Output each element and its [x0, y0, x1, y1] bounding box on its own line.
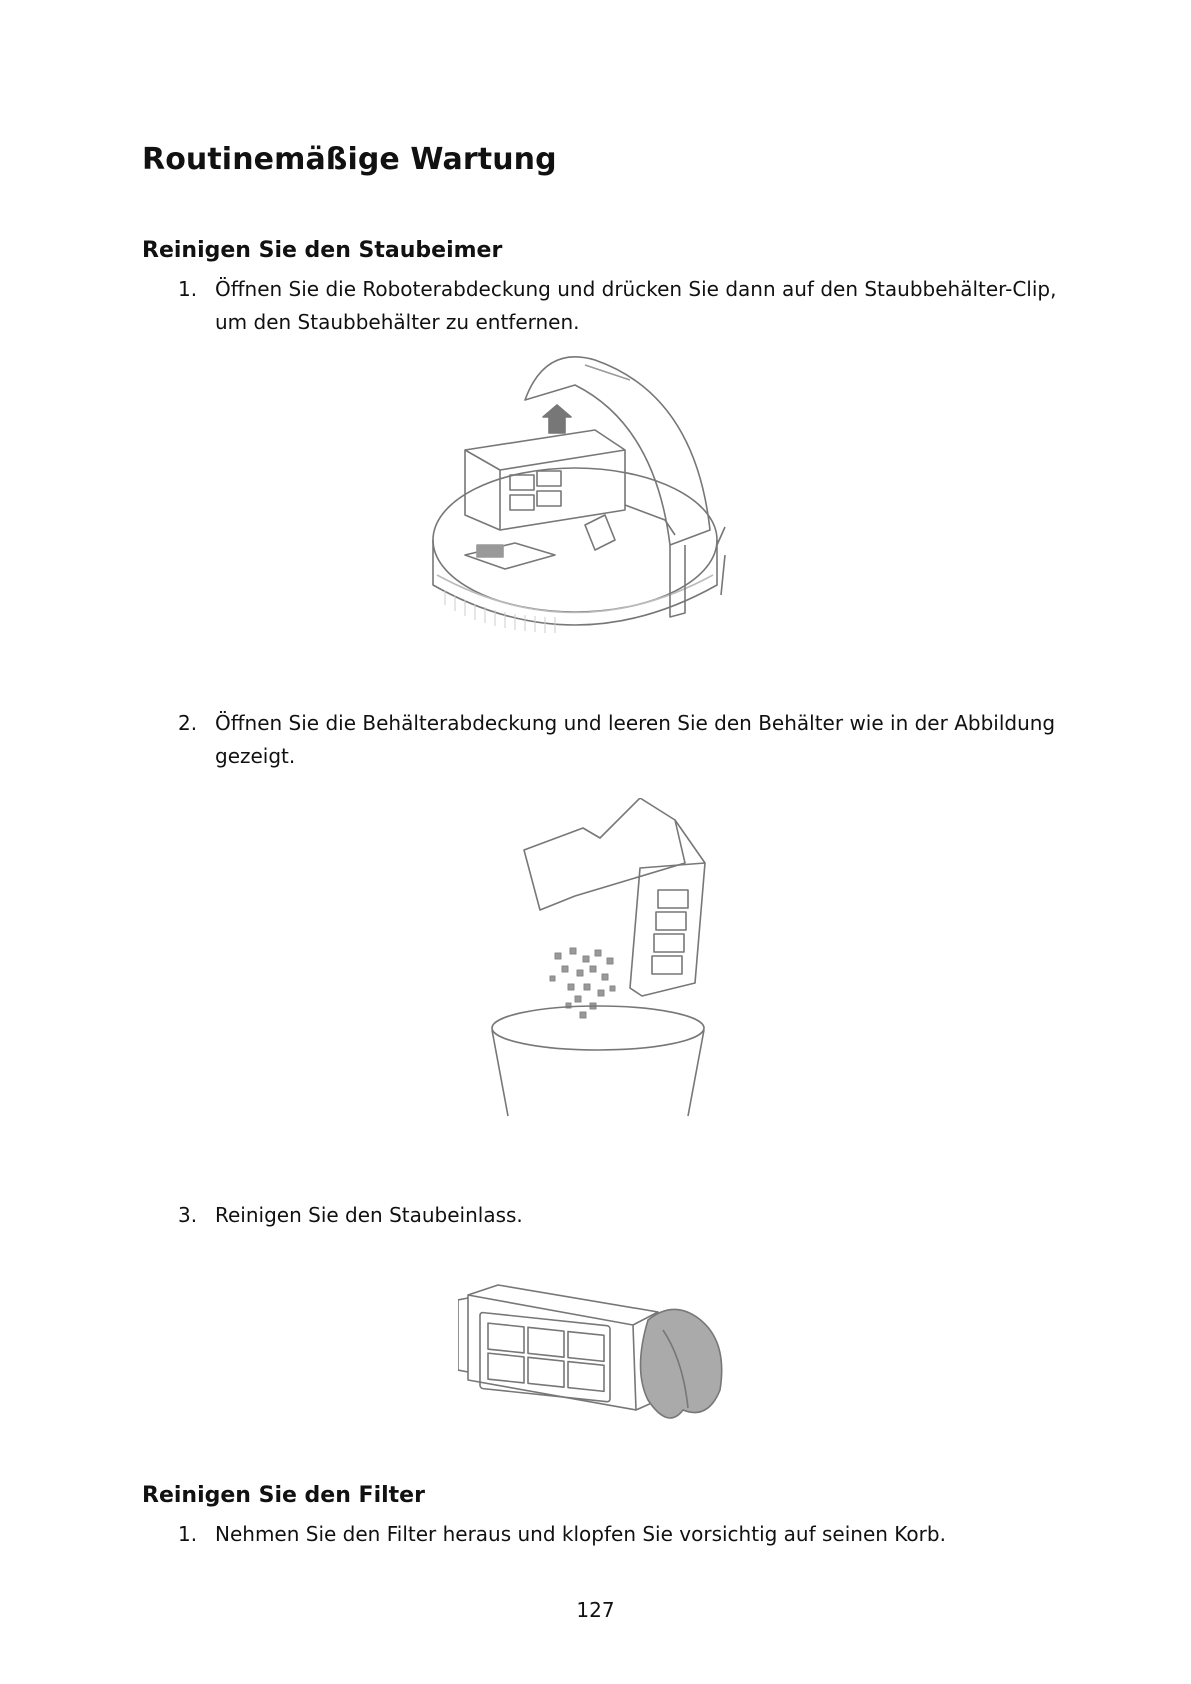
page-number: 127 — [576, 1598, 615, 1622]
list-item-number: 3. — [178, 1203, 198, 1227]
list-item-text: Reinigen Sie den Staubeinlass. — [215, 1203, 523, 1227]
list-item-number: 1. — [178, 1522, 198, 1546]
list-item-text: Nehmen Sie den Filter heraus und klopfen Sie vorsichtig auf seinen Korb. — [215, 1522, 946, 1546]
figure-empty-dust-bin — [480, 798, 720, 1118]
list-item-number: 2. — [178, 711, 198, 735]
figure-robot-dustbin-removal — [425, 355, 765, 675]
list-item-text: Öffnen Sie die Behälterabdeckung und leeren Sie den Behälter wie in der Abbildung gezeigt. — [215, 711, 1056, 768]
section-heading-dust-bin: Reinigen Sie den Staubeimer — [142, 238, 503, 263]
list-item-text: Öffnen Sie die Roboterabdeckung und drücken Sie dann auf den Staubbehälter-Clip, um den Staubbehälter zu entfernen. — [215, 277, 1057, 334]
list-item-number: 1. — [178, 277, 198, 301]
section-heading-filter: Reinigen Sie den Filter — [142, 1483, 425, 1508]
figure-clean-dust-inlet — [458, 1280, 738, 1440]
page-title: Routinemäßige Wartung — [142, 142, 557, 177]
